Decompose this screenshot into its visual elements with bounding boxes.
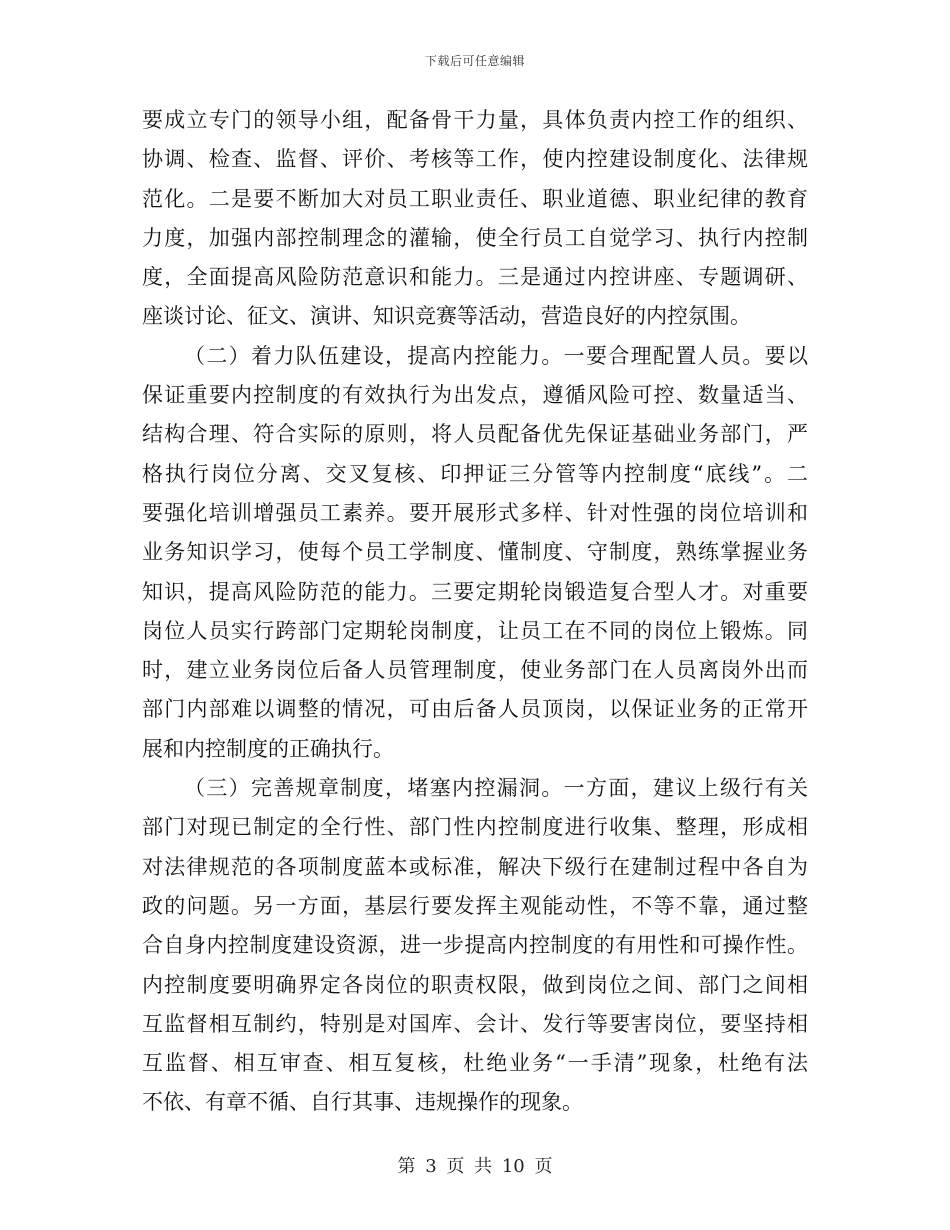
body-line: 部门内部难以调整的情况，可由后备人员顶岗，以保证业务的正常开 bbox=[142, 697, 808, 722]
page-number-footer: 第 3 页 共 10 页 bbox=[397, 1156, 553, 1177]
body-line: 度，全面提高风险防范意识和能力。三是通过内控讲座、专题调研、 bbox=[142, 265, 808, 290]
body-line: 政的问题。另一方面，基层行要发挥主观能动性，不等不靠，通过整 bbox=[142, 893, 808, 918]
paragraph-first-line: （二）着力队伍建设，提高内控能力。一要合理配置人员。要以 bbox=[184, 343, 808, 368]
body-line: 格执行岗位分离、交叉复核、印押证三分管等内控制度“底线”。二 bbox=[142, 461, 808, 486]
body-line: 知识，提高风险防范的能力。三要定期轮岗锻造复合型人才。对重要 bbox=[142, 579, 808, 604]
body-line: 范化。二是要不断加大对员工职业责任、职业道德、职业纪律的教育 bbox=[142, 186, 808, 211]
body-line: 互监督相互制约，特别是对国库、会计、发行等要害岗位，要坚持相 bbox=[142, 1011, 808, 1036]
page-header: 下载后可任意编辑 bbox=[424, 54, 525, 68]
body-line: 展和内控制度的正确执行。 bbox=[142, 736, 394, 761]
paragraph-first-line: （三）完善规章制度，堵塞内控漏洞。一方面，建议上级行有关 bbox=[184, 776, 808, 801]
body-line: 不依、有章不循、自行其事、违规操作的现象。 bbox=[142, 1090, 583, 1115]
body-line: 时，建立业务岗位后备人员管理制度，使业务部门在人员离岗外出而 bbox=[142, 658, 808, 683]
body-line: 合自身内控制度建设资源，进一步提高内控制度的有用性和可操作性。 bbox=[142, 933, 808, 958]
body-line: 座谈讨论、征文、演讲、知识竞赛等活动，营造良好的内控氛围。 bbox=[142, 304, 751, 329]
body-line: 要成立专门的领导小组，配备骨干力量，具体负责内控工作的组织、 bbox=[142, 108, 808, 132]
body-line: 要强化培训增强员工素养。要开展形式多样、针对性强的岗位培训和 bbox=[142, 500, 808, 525]
body-line: 部门对现已制定的全行性、部门性内控制度进行收集、整理，形成相 bbox=[142, 815, 808, 840]
body-line: 互监督、相互审查、相互复核，杜绝业务“一手清”现象，杜绝有法 bbox=[142, 1051, 808, 1076]
document-body bbox=[142, 101, 808, 1123]
body-line: 业务知识学习，使每个员工学制度、懂制度、守制度，熟练掌握业务 bbox=[142, 540, 808, 565]
body-line: 结构合理、符合实际的原则，将人员配备优先保证基础业务部门，严 bbox=[142, 422, 808, 447]
body-line: 协调、检查、监督、评价、考核等工作，使内控建设制度化、法律规 bbox=[142, 147, 808, 172]
body-line: 保证重要内控制度的有效执行为出发点，遵循风险可控、数量适当、 bbox=[142, 383, 808, 408]
body-line: 力度，加强内部控制理念的灌输，使全行员工自觉学习、执行内控制 bbox=[142, 225, 808, 250]
body-line: 内控制度要明确界定各岗位的职责权限，做到岗位之间、部门之间相 bbox=[142, 972, 808, 997]
body-line: 对法律规范的各项制度蓝本或标准，解决下级行在建制过程中各自为 bbox=[142, 854, 808, 879]
body-line: 岗位人员实行跨部门定期轮岗制度，让员工在不同的岗位上锻炼。同 bbox=[142, 618, 808, 643]
